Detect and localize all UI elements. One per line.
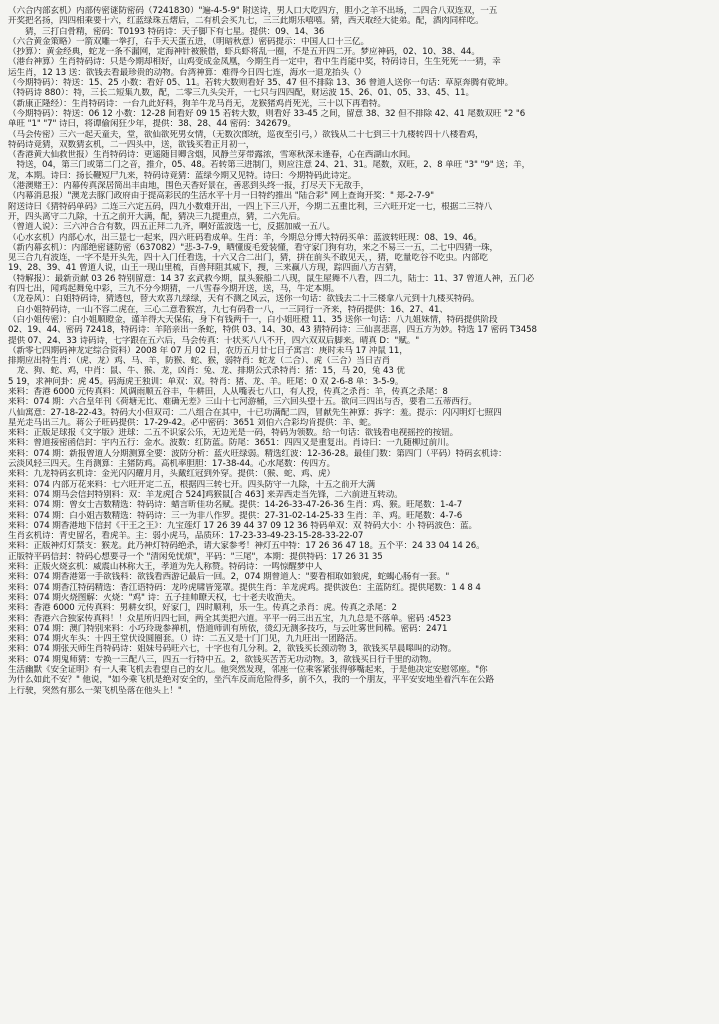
- text-line: 特送，04，第三门或第二门之音，推介，05、48。若转第三进制门，则应注意 24、21、31。尾数，双旺，2、8 单旺 "3" "9" 送；羊，: [8, 160, 531, 171]
- text-line: 来料：074 期香江特码精选：香江语特码：龙吟虎啸皆笼罩。提供生肖：羊龙虎鸡。提供波色：主蓝防红。提供尾数：1 4 8 4: [8, 582, 481, 593]
- text-line: 八仙寓意：27-18-22-43。特码大小但双司：二八组合在其中，十已功满配二四，冒献先生神算：拆字：羞。提示：闪闪明灯七照四: [8, 407, 502, 418]
- text-line: 开奖把名扬，四四相乘要十六，红蓝绿珠五熠后，二有机会买九七，三三此期乐嘻嘻。猜，西天取经大徒弟。配，酒肉同样吃。: [8, 16, 484, 27]
- text-line: （心水玄机）内部心水，出三显七一起来，四六旺码看成单。生肖：羊，今期总分博大特码买单：蓝波转旺现：08、19、46。: [8, 232, 482, 243]
- text-line: 提供 07、24、33 诗码诗，七字跟在五六后，马会传真：十状买八八不开，四六双双后脚来。晴真 D："赋。": [8, 335, 420, 346]
- text-line: （特码诗 880）：特，三长二短集九数，配，二零三九头尖开，一七只与四四配，财运波 15、26、01、05、33、45、11。: [8, 88, 474, 99]
- text-line: 猜，三打白骨精，密码：T0193 特码诗：天子脚下有七星。提供：09、14、36: [8, 26, 325, 37]
- text-line: 来料：正版神灯灯禁支：猴龙。此乃神灯特码绝杀，请大家参考！神灯五中特：17 26 36 47 18。五个平：24 33 04 14 26。: [8, 541, 485, 552]
- text-line: 上行驶，突然有那么一架飞机坠落在他头上！": [8, 685, 182, 696]
- text-line: 来料：香港 6000 元传真料：风调雨顺五谷丰，牛耕田，人从嘴表七八口，有人投，传真之杀肖：羊，传真之杀尾：8: [8, 386, 448, 397]
- text-line: 单旺 "1" "7" 诗曰，将谭偷闲狂少年，提供：38、28、44 密码：342679。: [8, 119, 296, 130]
- text-line: 5 19，求神问卦：虎 45。码海虎王独训：单双：双。特肖：猪、龙、羊。旺尾：0 双 2-6-8 单：3-5-9。: [8, 376, 404, 387]
- text-line: （港台神算）生肖特码诗：只是今期却相好，山鸡变成金凤凰，今期生肖一定中，看中生肖能中奖，特码诗日，生生死死一一猜，幸: [8, 57, 501, 68]
- text-line: （曾道人说）：三六冲合合有数，四五正拜二九齐，啊好蓝波选一七，反据加威一五八。: [8, 222, 335, 233]
- text-line: 正版特平码信封：特码心想要寻一个 "清闲免忧烦"，平码："三尾"，本期：提供特码：17 26 31 35: [8, 551, 383, 562]
- text-line: （六合黄金策略）一箭双雕一拳打，右手天天蛋五进，（明暗秋意）密码提示：中国人口十三亿。: [8, 36, 369, 47]
- text-line: 19、28、39、41 曾道人说，山王一现山里梳，百兽拜阻其威下，搜，三来赢八方现，踪四面八方吉猜，: [8, 263, 402, 274]
- text-line: 龙，本期。诗曰：扬长鞭短尸九来，特码诗竟猜：蓝绿今期又见特。诗曰：今期特码此诗定。: [8, 170, 357, 181]
- text-line: （新康正隆经）：生肖特码诗：一台九此好料，狗羊牛龙马肖无，龙猴猪鸡肖死光，三十以下再看特。: [8, 98, 386, 109]
- text-line: 来料：正版足球报《文字版》进球：二五不识家公乐，无边光是一码，特码为领数。给一句话：欲钱看电视摇控的按钮。: [8, 428, 459, 439]
- text-line: 来料：074 期：六合皇年刊《荷塘无比、难确无差》三山十七河游桶，三六回头望十五。欲问三四出与否，要看二五蒂西行。: [8, 397, 477, 408]
- text-line: 来料：074 期：澳门特别来料：小巧玲珑参禅机，悟道师训有所依，烫幻无测多技巧，与云吐雾世间稀。密码：2471: [8, 623, 448, 634]
- text-line: 来料：074 期鬼师猜：专换一三配八三，四五一行特中五。2，欲钱买苦苦无功动物。3，欲钱买日行千里的动物。: [8, 654, 437, 665]
- text-line: 来料：曾道接密函信封：宇内五行：金水。波数：红防蓝。防尾：3651：四四又是重复出。肖诗曰：一九随柳过前川。: [8, 438, 455, 449]
- text-line: 来料：074 期：白小姐吉数精选：特码诗：三一为非八作罗。提供：27-31-02-14-25-33 生肖：羊、鸡。旺尾数：4-7-6: [8, 510, 463, 521]
- text-line: 附送诗曰《猜特码单码》二连三六定五码，四九小数难开出，一四上下三八开，今期二五重比利，三六旺开定一七，根据二三特八: [8, 201, 493, 212]
- text-line: （港澳赌王）：内幕传真深居简出丰由地，围色天香好景在，善恶到头终一报，打尽天下无敌手，: [8, 181, 369, 192]
- text-line: 来料：074 期香港地下信封《干王之王》：九宝莲灯 17 26 39 44 37 09 12 36 特码单双：双 特码大小：小 特码波色：蓝。: [8, 520, 478, 531]
- text-line: （今期特码）：特送：15、25 小数：看好 05、11。若转大数则看好 35、47 但不排除 13、36 曾道人送你一句话：草原奔腾有乾坤。: [8, 78, 514, 89]
- text-line: 来料：九龙特码玄机诗：金光闪闪耀月月，头戴红冠到外穿。提供：（猴、蛇、鸡、虎）: [8, 469, 335, 480]
- text-line: 来料：074 期火烧图解：火烧："鸡" 诗：五子挂帅瞭天权，七十老夫收渔夫。: [8, 592, 301, 603]
- text-line: 来料：074 期马会信封特别料：双：羊龙虎[合 524]鸡猴鼠[合 463] 来弄西走当先锋，二六前进互转动。: [8, 489, 403, 500]
- text-line: （抄算）：黄金经典，蛇龙一条不漏网，定海神针被猴借，虾兵虾将乱一圈，不是五开四二开。梦应神码，02、10、38、44。: [8, 47, 480, 58]
- text-line: 云淡风轻三四天。生肖测算：主猪防鸡。高机率胆胆：17-38-44。心水尾数：传四方。: [8, 459, 335, 470]
- text-line: 生肖玄机诗：青史留名，看虎羊。主：弱小虎马，品质环：17-23-33-49-23-15-28-33-22-07: [8, 531, 364, 542]
- text-line: 为什么如此不安？" 他说，"如今乘飞机是绝对安全的，坐汽车反而危险得多，前不久，我的一个朋友，平平安安地坐着汽车在公路: [8, 675, 494, 686]
- text-line: （白小姐传密）：白小姐顺瞪金，谨羊得大天保佑，身下有钱两千一，白小姐旺橙 11、35 送你一句话：八九姐妹情，特码提供阶段: [8, 314, 498, 325]
- text-line: （今期特码）：特送：06 12 小数：12-28 间看好 09 15 若转大数，则看好 33-45 之间，留意 38、32 但不排除 42、41 尾数双旺 "2 "6: [8, 108, 526, 119]
- text-line: 开，四头离守二九除，十五之前开大满，配，猜决三九提重点，猜，二六先后。: [8, 211, 306, 222]
- text-line: （香港黄大仙救世报）生肖特码诗：更遥随目卿含烟，风静兰芽带露浓，雪寒秋深未逢春，心在西湖山水间。: [8, 150, 416, 161]
- text-line: （龙卷风）：白姐特码诗，猜透包，替大欢喜九绿绿，天有不测之风云，送你一句话：欲钱去二十三楼拿八元到十九楼买特码。: [8, 294, 480, 305]
- text-line: 来料：074 内部万花来料：七六旺开定二五，根据四三转七开。四头防守一九除，十五之前开大满: [8, 479, 375, 490]
- text-line: 来料：074 期火车头：十四王堂伏设圆圈套。（）诗：二五又是十门门见，九九旺出一团路活。: [8, 634, 363, 645]
- text-line: （新内幕玄机）：内部绝密谜防密（637082）"悲-3-7-9，晒懂废毛爱装懂，看守家门狗有功，来之不易三一五，二七中四猜一珠，: [8, 242, 499, 253]
- text-line: 来料：正版火烧玄机：威震山林称大王，孝道为先人称赞。特码诗：一鸣惊醒梦中人: [8, 562, 323, 573]
- text-line: 运生肖，12 13 送：欲钱去看最珍贵的动物。台湾神算：难得今日四七连，海水一退龙抬头（）: [8, 67, 366, 78]
- text-line: （内幕消息报）"澳龙去豚门政府由于提高彩民的生活水平十月一日特约推出 "陆合彩" 网上查询开奖：" 郑-2-7-9": [8, 191, 434, 202]
- text-line: 白小姐特码诗，一山不容二虎在，三心二意看猴宫，九七有码看一八，一三同行一齐来，特码提供：16、27、41、: [8, 304, 448, 315]
- text-line: 星光走马出三九。蒋公子旺码提供：17-29-42。必中密码：3651 刘伯六合彩均肯提供：羊、蛇。: [8, 417, 377, 428]
- text-line: （新零七四期码神龙定综合资料）2008 年 07 月 02 日，农历五月廿七日子寓言：庚时未马 17 冲鼠 11，: [8, 345, 408, 356]
- text-line: 来料：074 期：新报曾道人分期测算全要：波防分析：蓝火旺绿弱。精选红波：12-36-28。最佳门数：第四门（平码）特码玄机诗：: [8, 448, 507, 459]
- text-line: 来料：074 期：曾女士吉数精选：特码诗：蜡言昕佳功名赋。提供：14-26-33-47-26-36 生肖：鸡、猴。旺尾数：1-4-7: [8, 500, 463, 511]
- text-line: 生活幽默《安全证明》有一人乘飞机去看望自己的女儿。他突然发现，邻座一位乘客紧张得够嘴起来，于是他决定安慰邻座。"你: [8, 665, 488, 675]
- text-line: 排期应出特生肖：（虎、龙）鸡、马、羊，防猴、蛇、猴，弱特肖：蛇龙（二合）、虎（三合）当日吉肖: [8, 356, 391, 367]
- text-line: 见三合九有波连，一字不是开头先，四十入门任看选，十六又合二出门，猜，拼在前头不敢见天，，猜，吃量吃谷不吃虫。内部吃: [8, 253, 488, 264]
- text-line: （特解报）：最新贡献 03 26 特别留意：14 37 玄武救今期，鼠头猴船二八现，鼠生屋舞不八看，四二九，陆士：11、37 曾道人神，五门必: [8, 273, 535, 284]
- text-line: 来料：香港 6000 元传真料：男耕女织，好家门，四时顺利，乐一生。传真之杀肖：虎。传真之杀尾：2: [8, 603, 397, 614]
- text-line: （马会传密）三六一起天童夫，堂，欲仙欲死男女情，（无数次郎统，巡夜至引弓，）欲钱从二十七到三十九楼转四十八楼看鸡，: [8, 129, 484, 140]
- text-line: 来料：香港六合独家传真料！！众星所归四七回，两全其美把六道。平平一码三出五宝，九九总是不落单。密码 :4523: [8, 613, 452, 624]
- text-line: 来料：074 期张天师生肖特码诗：姐妹号码旺六七，十字也有几分利。2，欲钱买长颈动物 3，欲钱买早晨嗥叫的动物。: [8, 644, 457, 655]
- text-line: 02、19、44、密码 72418，特码诗：羊陪亲出一条蛇，特供 03、14、30、43 猜特码诗：三仙喜悲喜，四五方为妙。特选 17 密码 T3458: [8, 325, 537, 336]
- text-line: 龙、狗、蛇、鸡，中肖：鼠、牛、猴、龙，凶肖：兔、龙、排期公式杀特肖：猪：15，马 20，兔 43 优: [8, 366, 405, 377]
- text-line: （六合内部玄机）内部传密谜防密码（7241830）"遍-4-5-9" 附送诗，男人口大吃四方，胆小之羊不出场，二四合八双连双，一五: [8, 6, 498, 16]
- text-line: 特码诗竟猜，双数猜玄机，二一四头中，送，欲钱买看正月初一，: [8, 139, 255, 150]
- text-line: 来料：074 期香港第一手欲钱料：欲钱看西游记最后一回。2，074 期曾道人："要看相取如狼虎，蛇蝎心肠有一套。": [8, 572, 450, 583]
- text-line: 有四七出，闻鸡起舞兔中彩，三九不分今期猜，一八雪春今期开送，送，马，牛定本期。: [8, 284, 340, 295]
